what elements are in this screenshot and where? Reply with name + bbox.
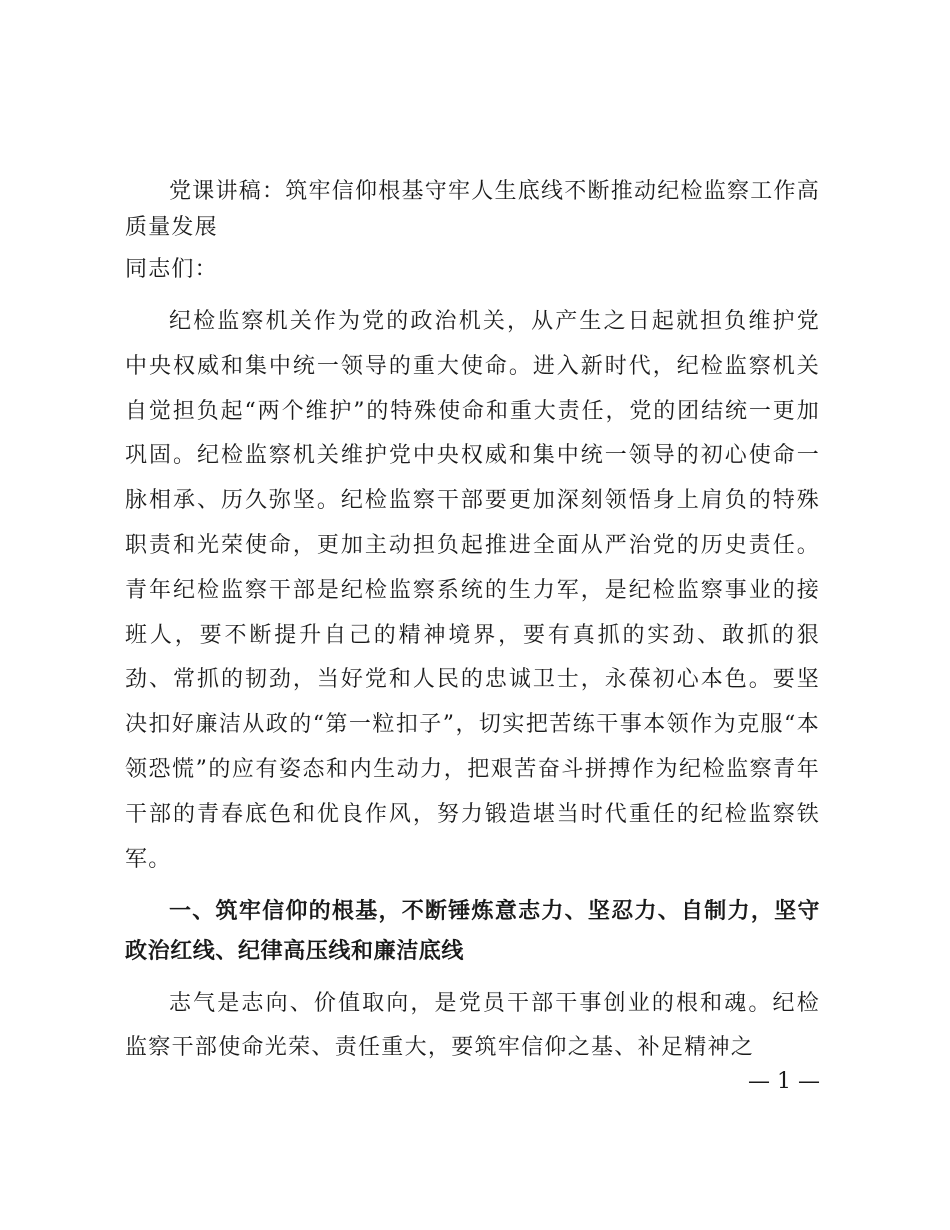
salutation: 同志们：: [125, 257, 218, 282]
document-title: 党课讲稿：筑牢信仰根基守牢人生底线不断推动纪检监察工作高质量发展: [125, 179, 820, 240]
page-number: — 1 —: [748, 1069, 820, 1094]
intro-paragraph: 纪检监察机关作为党的政治机关，从产生之日起就担负维护党中央权威和集中统一领导的重大使命。进入新时代，纪检监察机关自觉担负起“两个维护”的特殊使命和重大责任，党的团结统一更加巩固。纪检监察机关维护党中央权威和集中统一领导的初心使命一脉相承、历久弥坚。纪检监察干部要更加深刻领悟身上肩负的特殊职责和光荣使命，更加主动担负起推进全面从严治党的历史责任。青年纪检监察干部是纪检监察系统的生力军，是纪检监察事业的接班人，要不断提升自己的精神境界，要有真抓的实劲、敢抓的狠劲、常抓的韧劲，当好党和人民的忠诚卫士，永葆初心本色。要坚决扣好廉洁从政的“第一粒扣子”，切实把苦练干事本领作为克服“本领恐慌”的应有姿态和内生动力，把艰苦奋斗拼搏作为纪检监察青年干部的青春底色和优良作风，努力锻造堪当时代重任的纪检监察铁军。: [125, 309, 820, 872]
section-paragraph: 志气是志向、价值取向，是党员干部干事创业的根和魂。纪检监察干部使命光荣、责任重大，要筑牢信仰之基、补足精神之: [125, 991, 820, 1061]
document-body: [125, 174, 820, 1070]
section-heading: 一、筑牢信仰的根基，不断锤炼意志力、坚忍力、自制力，坚守政治红线、纪律高压线和廉洁底线: [125, 899, 820, 965]
